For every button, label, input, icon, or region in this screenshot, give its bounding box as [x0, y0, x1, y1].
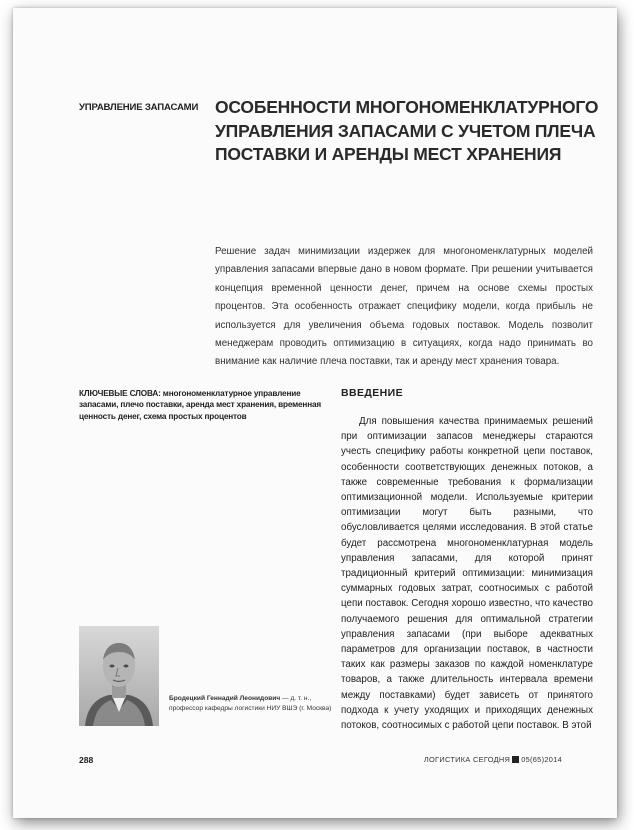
- keywords-block: [79, 388, 334, 422]
- author-photo: [79, 626, 159, 726]
- keywords-label: КЛЮЧЕВЫЕ СЛОВА:: [79, 389, 161, 398]
- journal-name: ЛОГИСТИКА СЕГОДНЯ: [423, 755, 511, 764]
- article-title: ОСОБЕННОСТИ МНОГОНОМЕНКЛАТУРНОГО УПРАВЛЕНИЯ ЗАПАСАМИ С УЧЕТОМ ПЛЕЧА ПОСТАВКИ И АРЕНДЫ МЕСТ ХРАНЕНИЯ: [215, 97, 599, 164]
- author-info: [169, 694, 339, 714]
- intro-heading: ВВЕДЕНИЕ: [341, 387, 403, 399]
- keywords-text: многономенклатурное управление запасами, плечо поставки, аренда мест хранения, временная ценность денег, схема простых процентов: [79, 389, 322, 421]
- author-portrait-icon: [79, 626, 159, 726]
- author-name: Бродецкий Геннадий Леонидович: [169, 695, 281, 702]
- page-sheet: [13, 8, 617, 818]
- article-abstract: Решение задач минимизации издержек для многономенклатурных моделей управления запасами впервые дано в новом формате. При решении учитывается концепция временной ценности денег, причем на основе схемы простых процентов. Эта особенность отражает специфику модели, когда прибыль не используется для увеличения объема годовых поставок. Модель позволит менеджерам проводить оптимизацию в ситуациях, когда надо принимать во внимание как наличие плеча поставки, так и аренду мест хранения товара.: [215, 246, 593, 368]
- journal-issue: 05(65)2014: [521, 755, 562, 764]
- journal-footer: [424, 755, 562, 764]
- intro-body-text: Для повышения качества принимаемых решений при оптимизации запасов менеджеры стараются учесть специфику работы конкретной цепи поставок, особенности соответствующих денежных потоков, а также современные требования к формализации оптимизационной модели. Используемые критерии оптимизации могут быть разными, что обусловливается целями исследования. В этой статье будет рассмотрена многономенклатурная модель управления запасами, для которой принят традиционный критерий оптимизации: минимизация суммарных годовых затрат, соотносимых с работой цепи поставок. Сегодня хорошо известно, что качество получаемого решения для оптимальной стратегии управления запасами (при выборе адекватных параметров для организации поставок, в частности таких как размеры заказов по каждой номенклатуре товаров, а также длительность интервала времени между поставками) будет зависеть от принятого подхода к учету уходящих и приходящих денежных потоков, соотносимых с работой цепи поставок. В этой: [341, 416, 593, 732]
- square-separator-icon: [512, 756, 519, 763]
- page-number: 288: [79, 755, 94, 765]
- author-details: — д. т. н., профессор кафедры логистики НИУ ВШЭ (г. Москва): [169, 695, 332, 712]
- section-rubric: УПРАВЛЕНИЕ ЗАПАСАМИ: [79, 102, 199, 113]
